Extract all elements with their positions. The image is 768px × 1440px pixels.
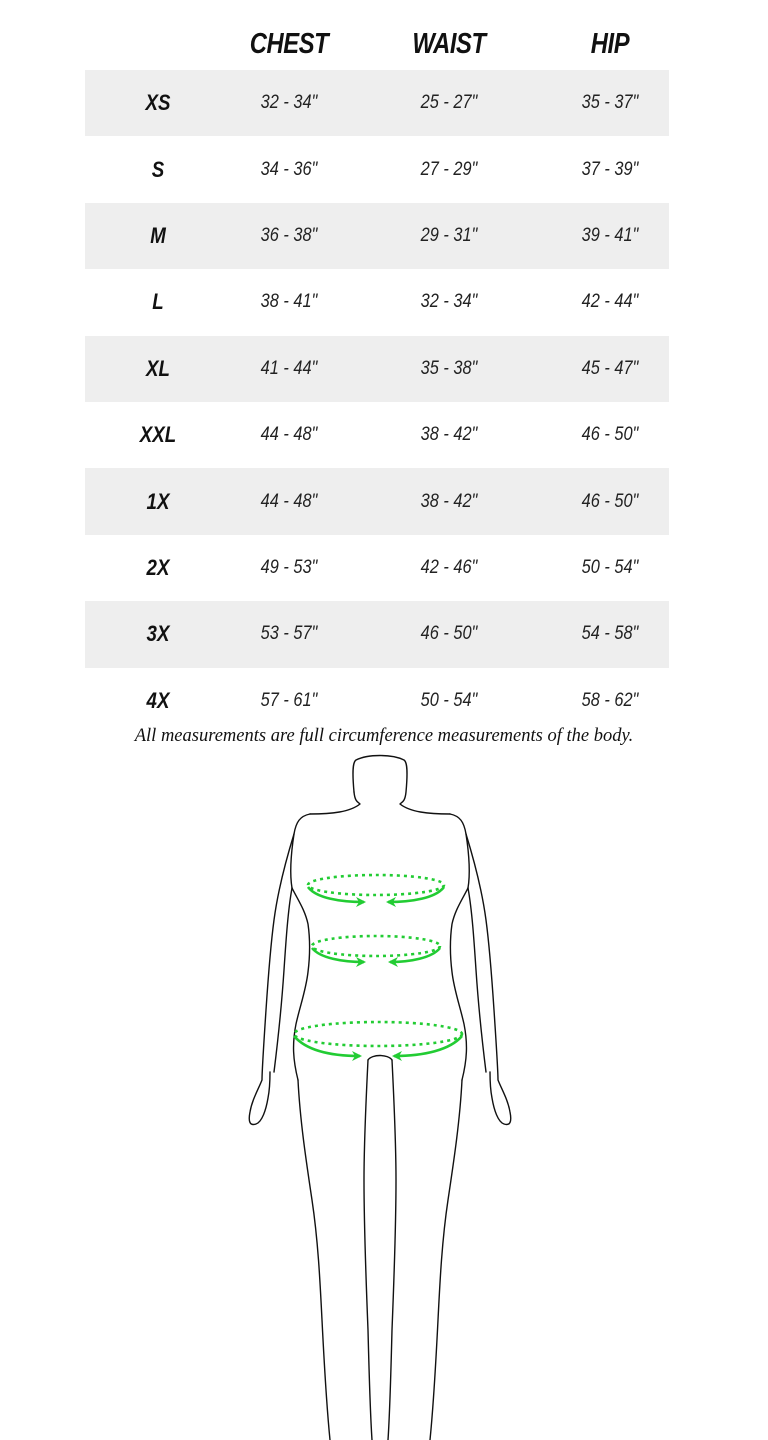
neck-form-icon	[353, 756, 450, 815]
hip-value: 42 - 44"	[581, 291, 639, 313]
hip-value: 58 - 62"	[581, 689, 639, 711]
chest-value: 57 - 61"	[260, 689, 318, 711]
column-heading-chest: CHEST	[249, 28, 329, 60]
size-label: XL	[146, 355, 170, 381]
waist-value: 25 - 27"	[420, 92, 478, 114]
waist-value: 32 - 34"	[420, 291, 478, 313]
hip-value: 35 - 37"	[581, 92, 639, 114]
size-label: L	[152, 289, 164, 315]
measurement-note: All measurements are full circumference measurements of the body.	[134, 726, 634, 746]
chest-value: 41 - 44"	[260, 357, 318, 379]
waist-value: 27 - 29"	[420, 158, 478, 180]
chest-arrow-left-icon	[308, 887, 364, 902]
hip-value: 50 - 54"	[581, 556, 639, 578]
hip-value: 39 - 41"	[581, 224, 639, 246]
table-row	[85, 70, 669, 136]
column-heading-hip: HIP	[590, 28, 630, 60]
waist-value: 29 - 31"	[420, 224, 478, 246]
table-row	[85, 535, 669, 601]
table-body	[85, 70, 669, 734]
chest-value: 49 - 53"	[260, 556, 318, 578]
measurement-lines	[294, 875, 462, 1056]
size-label: XXL	[139, 422, 177, 448]
chest-value: 34 - 36"	[260, 158, 318, 180]
table-row	[85, 136, 669, 202]
hip-value: 46 - 50"	[581, 490, 639, 512]
size-label: 2X	[146, 554, 170, 580]
waist-value: 42 - 46"	[420, 556, 478, 578]
table-row	[85, 668, 669, 734]
chest-value: 36 - 38"	[260, 224, 318, 246]
size-label: M	[150, 222, 166, 248]
table-row	[85, 203, 669, 269]
table-row	[85, 468, 669, 534]
hip-measure-line-icon	[294, 1022, 462, 1046]
waist-value: 35 - 38"	[420, 357, 478, 379]
size-label: S	[151, 156, 165, 182]
waist-value: 38 - 42"	[420, 490, 478, 512]
size-chart-table	[85, 0, 669, 734]
column-heading-waist: WAIST	[412, 28, 486, 60]
hip-value: 54 - 58"	[581, 623, 639, 645]
waist-value: 50 - 54"	[420, 689, 478, 711]
chest-value: 44 - 48"	[260, 490, 318, 512]
table-row	[85, 269, 669, 335]
table-header-row	[85, 0, 669, 70]
hip-value: 46 - 50"	[581, 424, 639, 446]
table-row	[85, 336, 669, 402]
hip-arrow-right-icon	[394, 1036, 462, 1056]
hip-value: 45 - 47"	[581, 357, 639, 379]
chest-value: 38 - 41"	[260, 291, 318, 313]
hip-value: 37 - 39"	[581, 158, 639, 180]
waist-value: 46 - 50"	[420, 623, 478, 645]
chest-measure-line-icon	[308, 875, 444, 895]
size-label: XS	[145, 90, 171, 116]
size-label: 3X	[146, 621, 170, 647]
size-label: 1X	[146, 488, 170, 514]
chest-value: 44 - 48"	[260, 424, 318, 446]
body-outline-icon	[249, 756, 511, 1440]
table-row	[85, 601, 669, 667]
chest-value: 53 - 57"	[260, 623, 318, 645]
waist-value: 38 - 42"	[420, 424, 478, 446]
chest-value: 32 - 34"	[260, 92, 318, 114]
size-label: 4X	[146, 687, 170, 713]
table-row	[85, 402, 669, 468]
body-outline-figure	[0, 750, 768, 1440]
waist-measure-line-icon	[312, 936, 440, 956]
